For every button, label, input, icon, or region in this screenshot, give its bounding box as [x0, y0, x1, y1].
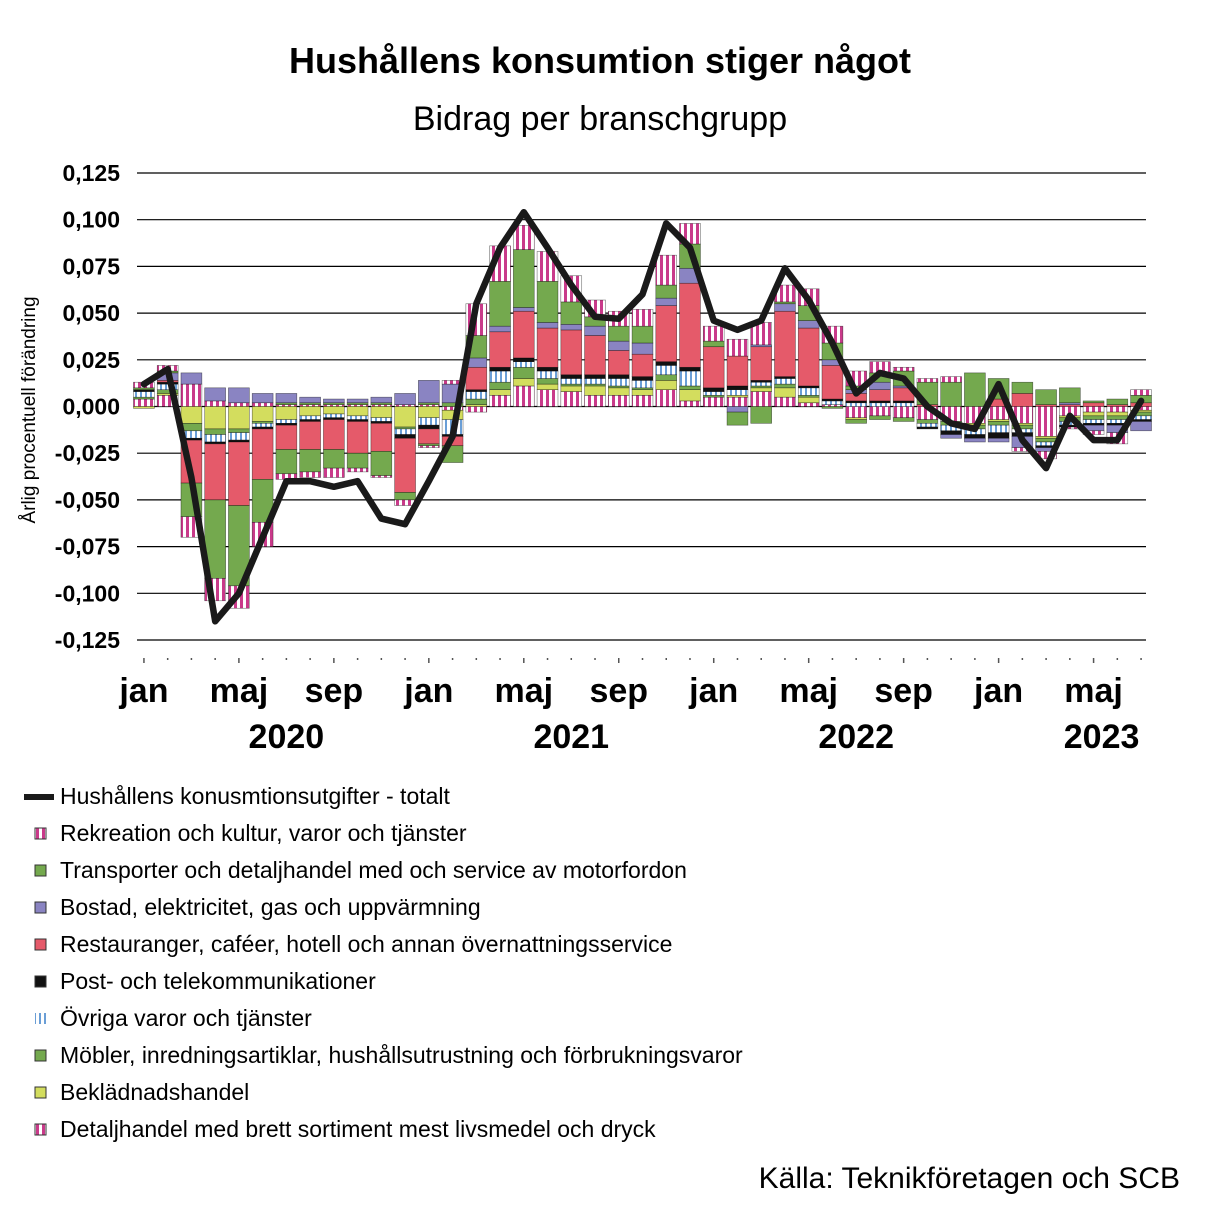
- y-tick-label: -0,075: [54, 533, 120, 560]
- bar-segment-6: [347, 421, 368, 453]
- bar-segment-2: [395, 407, 416, 428]
- bar-segment-7: [964, 438, 985, 442]
- bar-segment-2: [656, 380, 677, 389]
- bar-segment-4: [656, 365, 677, 374]
- year-label: 2021: [533, 718, 610, 756]
- bar-segment-8: [1083, 401, 1104, 403]
- x-tick-label: maj: [494, 672, 554, 710]
- bar-segment-4: [537, 371, 558, 378]
- legend-swatch: [35, 1050, 46, 1061]
- bar-segment-8: [300, 449, 321, 471]
- x-tick-label: sep: [874, 672, 933, 710]
- bar-segment-7: [585, 326, 606, 335]
- legend-symbol: [24, 818, 64, 850]
- bar-segment-5: [395, 435, 416, 439]
- bar-segment-2: [276, 407, 297, 420]
- legend-label: Rekreation och kultur, varor och tjänster: [60, 820, 467, 846]
- bar-segment-2: [228, 407, 249, 429]
- bar-segment-7: [418, 380, 439, 402]
- bar-segment-1: [181, 384, 202, 406]
- legend-symbol: [24, 855, 64, 887]
- bar-segment-3: [893, 418, 914, 422]
- bar-segment-3: [228, 429, 249, 433]
- legend-swatch: [35, 828, 46, 839]
- bar-segment-6: [703, 347, 724, 388]
- bar-segment-9: [917, 378, 938, 382]
- bar-segment-8: [964, 373, 985, 407]
- legend-symbol: [24, 1040, 64, 1072]
- bar-segment-8: [1012, 382, 1033, 393]
- bar-segment-4: [561, 378, 582, 384]
- bar-segment-8: [347, 453, 368, 468]
- legend-label: Post- och telekommunikationer: [60, 968, 376, 994]
- bar-segment-7: [395, 393, 416, 404]
- bar-segment-6: [276, 425, 297, 449]
- bar-segment-4: [205, 435, 226, 442]
- bar-segment-1: [703, 397, 724, 406]
- x-tick-label: sep: [589, 672, 649, 710]
- bar-segment-3: [537, 378, 558, 384]
- bar-segment-8: [1036, 390, 1057, 405]
- x-tick-label: jan: [404, 672, 454, 710]
- bar-segment-7: [513, 307, 534, 311]
- bar-segment-8: [703, 341, 724, 347]
- bar-segment-6: [300, 421, 321, 449]
- bar-segment-6: [395, 438, 416, 492]
- bar-segment-6: [822, 365, 843, 399]
- bar-segment-1: [585, 395, 606, 406]
- legend-swatch: [35, 902, 46, 913]
- bar-segment-4: [751, 382, 772, 386]
- bar-segment-8: [513, 250, 534, 308]
- bar-segment-4: [252, 423, 273, 427]
- legend-swatch: [35, 1013, 46, 1024]
- bar-segment-5: [941, 431, 962, 435]
- bar-segment-2: [513, 378, 534, 385]
- bar-segment-4: [917, 423, 938, 427]
- bar-segment-5: [656, 362, 677, 366]
- bar-segment-4: [703, 392, 724, 396]
- bar-segment-4: [133, 392, 154, 398]
- bar-segment-9: [703, 326, 724, 341]
- bar-segment-1: [1083, 407, 1104, 413]
- bar-segment-4: [1083, 420, 1104, 424]
- legend-label: Möbler, inredningsartiklar, hushållsutrustning och förbrukningsvaror: [60, 1042, 743, 1068]
- bar-segment-1: [632, 395, 653, 406]
- bar-segment-5: [561, 375, 582, 379]
- bar-segment-3: [680, 386, 701, 390]
- bar-segment-5: [917, 427, 938, 429]
- legend-symbol: [24, 1003, 64, 1035]
- bar-segment-8: [608, 326, 629, 341]
- bar-segment-8: [941, 382, 962, 406]
- bar-segment-6: [1012, 393, 1033, 406]
- bar-segment-4: [798, 388, 819, 395]
- legend-label: Detaljhandel med brett sortiment mest livsmedel och dryck: [60, 1116, 656, 1142]
- legend-symbol: [24, 781, 64, 813]
- bar-segment-9: [323, 468, 344, 477]
- bar-segment-4: [513, 362, 534, 368]
- bar-segment-6: [775, 311, 796, 376]
- bar-segment-5: [418, 425, 439, 429]
- bar-segment-7: [276, 393, 297, 402]
- y-tick-label: -0,050: [54, 486, 120, 513]
- bar-segment-1: [537, 390, 558, 407]
- bar-segment-9: [347, 468, 368, 472]
- bar-segment-4: [680, 371, 701, 386]
- bar-segment-5: [680, 367, 701, 371]
- bar-segment-1: [1107, 407, 1128, 413]
- bar-segment-3: [1107, 416, 1128, 420]
- bar-segment-1: [893, 407, 914, 418]
- bar-segment-6: [680, 283, 701, 367]
- bar-segment-4: [300, 416, 321, 420]
- x-tick-label: jan: [119, 672, 169, 710]
- bar-segment-2: [347, 407, 368, 416]
- bar-segment-9: [727, 339, 748, 356]
- bar-segment-4: [608, 378, 629, 385]
- legend-symbol: [24, 929, 64, 961]
- year-label: 2020: [248, 718, 325, 756]
- legend-label: Beklädnadshandel: [60, 1079, 250, 1105]
- y-tick-label: 0,025: [62, 346, 120, 373]
- legend-label: Hushållens konusmtionsutgifter - totalt: [60, 783, 450, 809]
- bar-segment-2: [798, 397, 819, 403]
- bar-segment-6: [323, 420, 344, 450]
- legend-symbol: [24, 1114, 64, 1146]
- bar-segment-4: [466, 392, 487, 399]
- bar-segment-6: [608, 350, 629, 374]
- bar-segment-8: [395, 492, 416, 499]
- bar-segment-7: [181, 373, 202, 384]
- bar-segment-7: [205, 388, 226, 401]
- bar-segment-5: [727, 386, 748, 390]
- bar-segment-4: [988, 425, 1009, 432]
- bar-segment-4: [418, 418, 439, 425]
- bar-segment-2: [537, 384, 558, 390]
- bar-segment-6: [727, 356, 748, 386]
- bar-segment-4: [869, 403, 890, 407]
- bar-segment-4: [395, 429, 416, 435]
- bar-segment-6: [228, 442, 249, 506]
- bar-segment-6: [513, 311, 534, 358]
- bar-segment-6: [490, 332, 511, 367]
- bar-segment-1: [798, 403, 819, 407]
- bar-segment-4: [727, 390, 748, 396]
- bar-segment-5: [988, 433, 1009, 439]
- chart-title: Hushållens konsumtion stiger något: [288, 40, 912, 81]
- bar-segment-2: [1107, 412, 1128, 416]
- bar-segment-2: [205, 407, 226, 429]
- bar-segment-7: [727, 407, 748, 413]
- x-tick-label: maj: [209, 672, 269, 710]
- bar-segment-1: [727, 397, 748, 406]
- bar-segment-3: [466, 399, 487, 405]
- bar-segment-4: [775, 378, 796, 384]
- bar-segment-3: [822, 407, 843, 409]
- x-tick-label: jan: [689, 672, 739, 710]
- legend-symbol: [24, 966, 64, 998]
- y-tick-label: 0,000: [62, 393, 120, 420]
- legend-symbol: [24, 892, 64, 924]
- bar-segment-6: [466, 367, 487, 389]
- bar-segment-2: [490, 390, 511, 396]
- bar-segment-3: [869, 416, 890, 420]
- y-tick-label: -0,100: [54, 580, 120, 607]
- bar-segment-1: [466, 407, 487, 413]
- legend-label: Transporter och detaljhandel med och service av motorfordon: [60, 857, 687, 883]
- x-tick-label: sep: [304, 672, 364, 710]
- bar-segment-1: [775, 397, 796, 406]
- bar-segment-7: [561, 324, 582, 330]
- bar-segment-6: [252, 429, 273, 479]
- bar-segment-7: [347, 399, 368, 403]
- bar-segment-2: [133, 407, 154, 409]
- source-note: Källa: Teknikföretagen och SCB: [758, 1162, 1180, 1195]
- y-tick-label: 0,125: [62, 160, 120, 186]
- year-label: 2022: [818, 718, 894, 756]
- bar-segment-7: [656, 298, 677, 305]
- bar-segment-5: [964, 435, 985, 439]
- bar-segment-3: [205, 429, 226, 435]
- bar-segment-1: [561, 392, 582, 407]
- bar-segment-5: [537, 367, 558, 371]
- bar-segment-4: [893, 403, 914, 407]
- bar-segment-3: [513, 367, 534, 378]
- bar-segment-9: [418, 446, 439, 448]
- bar-segment-2: [585, 386, 606, 395]
- bar-segment-8: [656, 285, 677, 298]
- bar-segment-4: [846, 403, 867, 407]
- bar-segment-2: [632, 390, 653, 396]
- bar-segment-6: [585, 336, 606, 375]
- bar-segment-8: [537, 281, 558, 322]
- bar-segment-3: [656, 375, 677, 381]
- legend-swatch: [35, 939, 46, 950]
- bar-segment-4: [228, 433, 249, 440]
- bar-segment-7: [632, 343, 653, 354]
- bar-segment-7: [988, 438, 1009, 442]
- bar-segment-7: [941, 435, 962, 439]
- bar-segment-6: [561, 330, 582, 375]
- bar-segment-3: [490, 382, 511, 389]
- bar-segment-2: [252, 407, 273, 422]
- bar-segment-1: [869, 407, 890, 416]
- bar-segment-6: [798, 328, 819, 386]
- bar-segment-5: [513, 358, 534, 362]
- y-tick-label: 0,050: [62, 300, 120, 327]
- bar-stacks: [133, 223, 1151, 608]
- bar-segment-6: [1083, 403, 1104, 407]
- bar-segment-6: [751, 347, 772, 381]
- bar-segment-2: [371, 407, 392, 418]
- bar-segment-7: [252, 393, 273, 402]
- bar-segment-8: [561, 302, 582, 324]
- bar-segment-6: [869, 390, 890, 401]
- bar-segment-3: [917, 420, 938, 424]
- bar-segment-7: [775, 304, 796, 311]
- bar-segment-8: [371, 451, 392, 475]
- bar-segment-1: [252, 403, 273, 407]
- bar-segment-9: [941, 377, 962, 383]
- bar-segment-9: [893, 367, 914, 371]
- bar-segment-1: [680, 401, 701, 407]
- bar-segment-2: [300, 407, 321, 416]
- bar-segment-4: [371, 418, 392, 422]
- bar-segment-1: [1036, 407, 1057, 437]
- bar-segment-8: [1059, 388, 1080, 403]
- bar-segment-7: [608, 341, 629, 350]
- bar-segment-3: [846, 420, 867, 424]
- bar-segment-5: [585, 375, 606, 379]
- bar-segment-7: [490, 326, 511, 332]
- legend-label: Bostad, elektricitet, gas och uppvärmning: [60, 894, 481, 920]
- x-tick-label: jan: [974, 672, 1024, 710]
- bar-segment-4: [347, 416, 368, 420]
- bar-segment-8: [632, 326, 653, 343]
- bar-segment-4: [585, 378, 606, 384]
- bar-segment-6: [656, 306, 677, 362]
- bar-segment-9: [656, 255, 677, 285]
- bar-segment-9: [1131, 390, 1152, 396]
- bar-segment-4: [632, 380, 653, 387]
- bar-segment-4: [490, 371, 511, 382]
- bar-segment-7: [371, 397, 392, 403]
- bar-segment-2: [561, 386, 582, 392]
- y-tick-label: 0,075: [62, 253, 120, 280]
- legend-symbol: [24, 1077, 64, 1109]
- legend-swatch: [35, 865, 46, 876]
- year-label: 2023: [1063, 718, 1140, 756]
- bar-segment-1: [608, 395, 629, 406]
- bar-segment-2: [1083, 412, 1104, 416]
- x-tick-label: maj: [779, 672, 838, 710]
- bar-segment-8: [490, 281, 511, 326]
- bar-segment-5: [608, 375, 629, 379]
- legend-swatch: [35, 976, 46, 987]
- bar-segment-9: [300, 472, 321, 478]
- legend-swatch: [35, 1087, 46, 1098]
- bar-segment-3: [775, 384, 796, 388]
- bar-segment-9: [371, 476, 392, 478]
- bar-segment-7: [323, 399, 344, 403]
- y-tick-label: 0,100: [62, 206, 120, 233]
- bar-segment-6: [537, 328, 558, 367]
- bar-segment-4: [323, 414, 344, 418]
- bar-segment-7: [537, 322, 558, 328]
- bar-segment-2: [181, 407, 202, 424]
- bar-segment-7: [798, 321, 819, 328]
- bar-segment-1: [228, 403, 249, 407]
- bar-segment-2: [418, 407, 439, 418]
- bar-segment-6: [371, 423, 392, 451]
- bar-segment-6: [632, 354, 653, 376]
- bar-segment-1: [205, 401, 226, 407]
- bar-segment-2: [608, 388, 629, 395]
- bar-segment-5: [703, 388, 724, 392]
- legend-label: Övriga varor och tjänster: [60, 1005, 312, 1031]
- bar-segment-3: [988, 421, 1009, 425]
- bar-segment-8: [1107, 399, 1128, 405]
- y-tick-label: -0,125: [54, 627, 120, 653]
- bar-segment-1: [656, 390, 677, 407]
- bar-segment-1: [751, 392, 772, 407]
- bar-segment-1: [846, 407, 867, 418]
- bar-segment-2: [751, 388, 772, 392]
- x-tick-label: maj: [1064, 672, 1123, 710]
- bar-segment-1: [133, 399, 154, 406]
- legend-label: Restauranger, caféer, hotell och annan övernattningsservice: [60, 931, 673, 957]
- bar-segment-9: [632, 309, 653, 326]
- bar-segment-2: [323, 407, 344, 414]
- bar-segment-7: [1131, 421, 1152, 430]
- bar-segment-8: [276, 449, 297, 473]
- bar-segment-5: [490, 367, 511, 371]
- bar-segment-2: [680, 390, 701, 401]
- bar-segment-4: [276, 420, 297, 424]
- y-axis-label: Årlig procentuell förändring: [19, 296, 40, 524]
- bar-segment-8: [751, 407, 772, 424]
- bar-segment-7: [228, 388, 249, 403]
- bar-segment-7: [300, 397, 321, 403]
- legend-swatch: [35, 1124, 46, 1135]
- bar-segment-1: [513, 386, 534, 407]
- y-tick-label: -0,025: [54, 440, 120, 467]
- bar-segment-3: [1036, 438, 1057, 442]
- bar-segment-8: [727, 412, 748, 425]
- bar-segment-2: [775, 388, 796, 397]
- bar-segment-8: [323, 449, 344, 468]
- bar-segment-1: [490, 395, 511, 406]
- chart-subtitle: Bidrag per branschgrupp: [412, 100, 788, 138]
- bar-segment-3: [1083, 416, 1104, 420]
- bar-segment-6: [205, 444, 226, 500]
- bar-segment-4: [822, 401, 843, 405]
- bar-segment-5: [632, 377, 653, 381]
- bar-segment-6: [418, 429, 439, 444]
